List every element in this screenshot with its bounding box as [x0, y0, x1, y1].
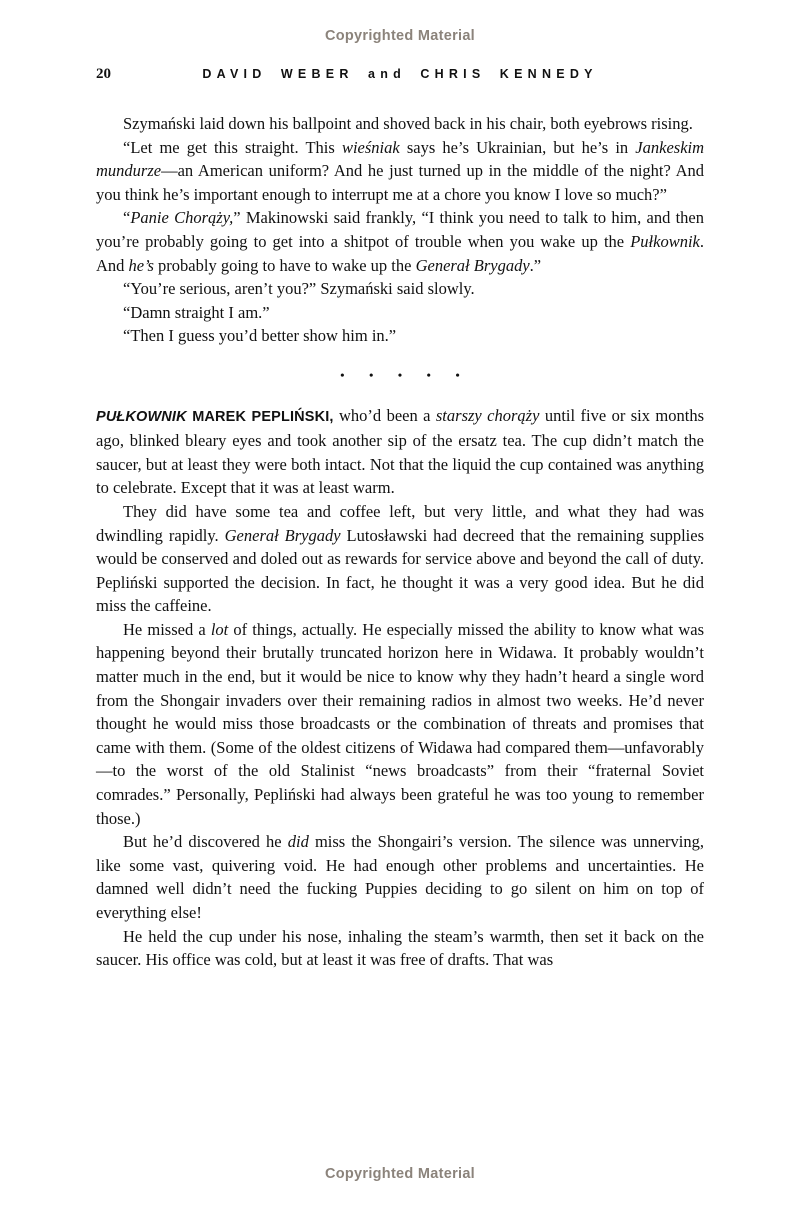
text-run: Lutosławski had decreed that the remaining supplies would be conserved and doled out as rewards for service above and beyond the call of duty. Pepliński supported the decision. In fact, he thought it was a very good idea. But he did miss the caffeine. [96, 525, 704, 616]
text-run: .” [529, 255, 542, 275]
text-run: of things, actually. He especially missed the ability to know what was happening beyond their brutally truncated horizon here in Widawa. It probably wouldn’t matter much in the end, but it would be nice to know why they hadn’t heard a single word from the Shongair invaders over their remaining radios in almost two weeks. He’d never thought he would miss those broadcasts or the combination of threats and promises that came with them. (Some of the oldest citizens of Widawa had compared them—unfavorably—to the worst of the old Stalinist “news broadcasts” from their “fraternal Soviet comrades.” Personally, Pepliński had always been grateful he was too young to remember those.) [96, 619, 704, 828]
text-run: Szymański laid down his ballpoint and shoved back in his chair, both eyebrows rising. [123, 114, 693, 133]
text-run: Generał Brygady [224, 525, 341, 545]
paragraph [96, 404, 704, 500]
text-run: They did have some tea and coffee left, but very little, and what they had was dwindling rapidly. [96, 501, 704, 545]
text-run: “Damn straight I am.” [123, 302, 270, 322]
text-run: He held the cup under his nose, inhaling the steam’s warmth, then set it back on the saucer. His office was cold, but at least it was free of drafts. That was [96, 926, 704, 970]
text-run: . And [96, 231, 704, 275]
text-run: PUŁKOWNIK [96, 408, 193, 425]
text-run: MAREK PEPLIŃSKI, [192, 408, 334, 425]
running-title: DAVID WEBER and CHRIS KENNEDY [202, 67, 598, 81]
text-run: until five or six months ago, blinked bleary eyes and took another sip of the ersatz tea. The cup didn’t match the saucer, but at least they were both intact. Not that the liquid the cup contained was anything to celebrate. Except that it was at least warm. [96, 405, 704, 498]
paragraph [96, 500, 704, 618]
text-run: Pułkownik [630, 231, 700, 251]
paragraph [96, 925, 704, 972]
scene-break-ornament: • • • • • [340, 367, 471, 382]
text-run: —an American uniform? And he just turned up in the middle of the night? And you think he’s important enough to interrupt me at a chore you know I love so much?” [96, 161, 704, 204]
text-run: “Let me get this straight. This [123, 137, 342, 157]
paragraph [96, 301, 704, 325]
copyright-notice-bottom: Copyrighted Material [324, 1166, 475, 1182]
text-run: Generał Brygady [415, 255, 530, 275]
paragraph [96, 830, 704, 924]
paragraph [96, 136, 704, 207]
text-run: starszy chorąży [435, 405, 540, 425]
paragraph [96, 277, 704, 301]
page-number: 20 [96, 66, 111, 82]
text-run: did [287, 832, 309, 852]
text-run: But he’d discovered he [123, 832, 288, 852]
paragraph [96, 112, 704, 136]
copyright-notice-top: Copyrighted Material [324, 28, 475, 44]
text-run: probably going to have to wake up the [153, 255, 416, 275]
text-run: he’s [128, 255, 154, 275]
text-run: who’d been a [333, 405, 436, 425]
text-run: lot [210, 619, 229, 639]
body-text [96, 112, 704, 972]
text-run: “You’re serious, aren’t you?” Szymański said slowly. [123, 279, 475, 299]
text-run: Jankeskim mundurze [96, 137, 705, 181]
text-run: wieśniak [341, 137, 400, 157]
paragraph [96, 324, 704, 348]
page-header [96, 66, 704, 86]
paragraph [96, 618, 704, 830]
text-run: “ [123, 208, 131, 228]
text-run: ” Makinowski said frankly, “I think you need to talk to him, and then you’re probably going to get into a shitpot of trouble when you wake up the [96, 208, 705, 251]
paragraph [96, 206, 704, 277]
text-run: Panie Chorąży, [130, 208, 234, 228]
text-run: miss the Shongairi’s version. The silence was unnerving, like some vast, quivering void. He had enough other problems and uncertainties. He damned well didn’t need the fucking Puppies deciding to go silent on him on top of everything else! [96, 832, 705, 922]
text-run: says he’s Ukrainian, but he’s in [399, 137, 636, 157]
text-run: He missed a [123, 619, 211, 639]
text-run: “Then I guess you’d better show him in.” [123, 326, 397, 346]
